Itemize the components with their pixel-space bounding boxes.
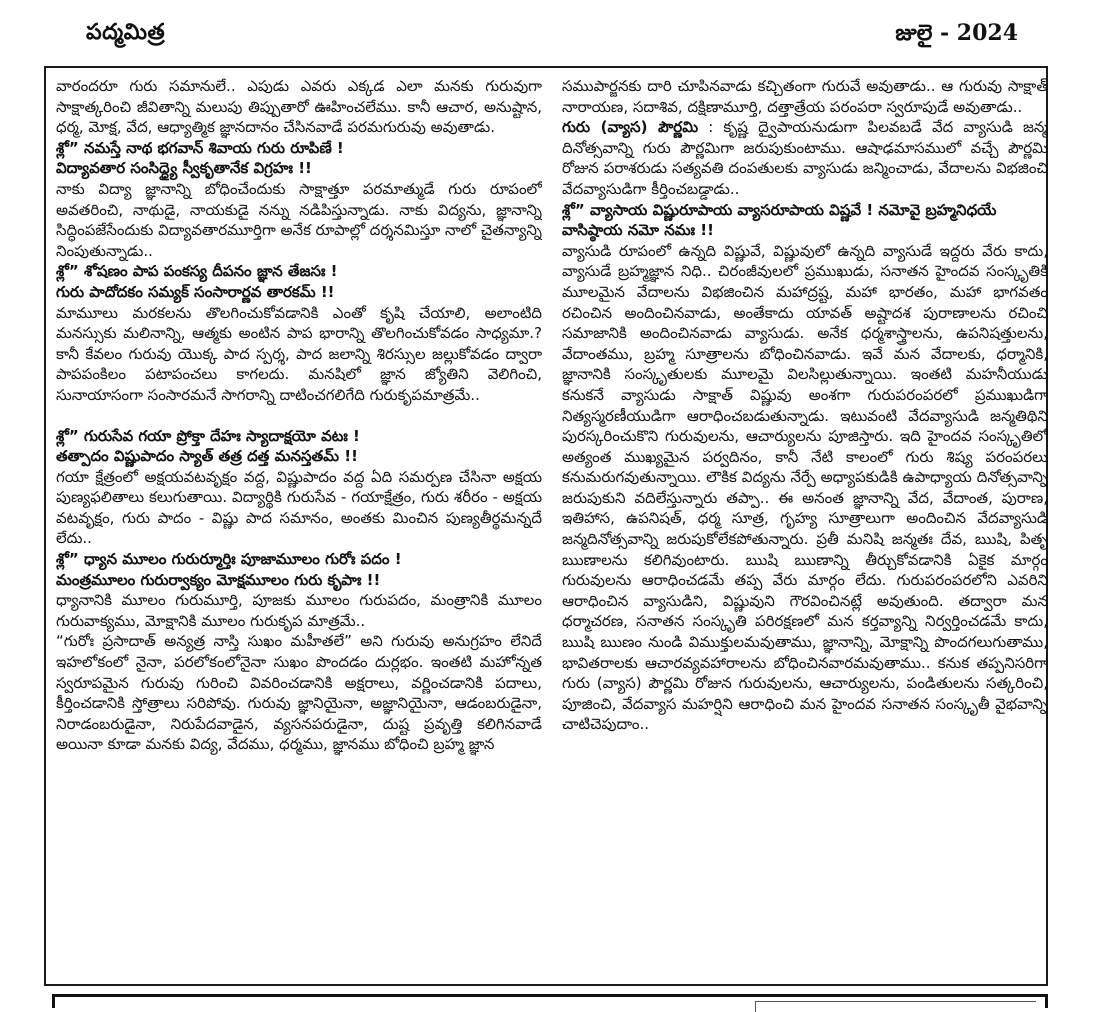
- paragraph: సముపార్జనకు దారి చూపినవాడు కచ్చితంగా గురువే అవుతాడు.. ఆ గురువు సాక్షాత్ నారాయణ, సదాశివ, దక్షిణామూర్తి, దత్తాత్రేయ పరంపరా స్వరూపుడే అవుతాడు..: [562, 77, 1048, 116]
- verse-line: శ్లో” గురుసేవ గయా ప్రోక్తా దేహః స్యాదాక్షయో వటః !: [56, 426, 360, 445]
- section-text: : కృష్ణ ద్వైపాయనుడుగా పిలవబడే వేద వ్యాసుడి జన్మ దినోత్సవాన్ని గురు పౌర్ణమిగా జరుపుకుంటాము. ఆషాఢమాసములో వచ్చే పౌర్ణమి రోజున పరాశరుడు సత్యవతి దంపతులకు వ్యాసుడు జన్మించాడు, వేదాలను విభజించి వేదవ్యాసుడిగా కీర్తించబడ్డాడు..: [562, 118, 1048, 198]
- next-section-box: [755, 1001, 1036, 1012]
- verse-line: శ్లో” నమస్తే నాథ భగవాన్ శివాయ గురు రూపిణే !: [56, 138, 344, 157]
- paragraph: ధ్యానానికి మూలం గురుమూర్తి, పూజకు మూలం గురుపదం, మంత్రానికి మూలం గురువాక్యము, మోక్షానికి మూలం గురుకృప మాత్రమే..: [56, 591, 542, 630]
- verse-line: మంత్రమూలం గురుర్వాక్యం మోక్షమూలం గురు కృపాః !!: [56, 570, 381, 589]
- page-header: [0, 0, 1100, 66]
- paragraph: గయా క్షేత్రంలో అక్షయవటవృక్షం వద్ద, విష్ణుపాదం వద్ద ఏది సమర్పణ చేసినా అక్షయ పుణ్యఫలితాలు కలుగుతాయి. విద్యార్థికి గురుసేవ - గయాక్షేత్రం, గురు శరీరం - అక్షయ వటవృక్షం, గురు పాదం - విష్ణు పాద సమానం, అంతకు మించిన పుణ్యతీర్థమన్నదే లేదు..: [56, 467, 542, 548]
- paragraph: వారందరూ గురు సమానులే.. ఎపుడు ఎవరు ఎక్కడ ఎలా మనకు గురువుగా సాక్షాత్కరించి జీవితాన్ని మలుపు తిప్పుతారో ఊహించలేము. కానీ ఆచార, అనుష్టాన, ధర్మ, మోక్ష, వేద, ఆధ్యాత్మిక జ్ఞానదానం చేసినవాడే పరమగురువు అవుతాడు.: [56, 77, 542, 137]
- verse-line: శ్లో” శోషణం పాప పంకస్య దీపనం జ్ఞాన తేజసః !: [56, 262, 338, 281]
- paragraph: “గురోః ప్రసాదాత్ అన్యత్ర నాస్తి సుఖం మహీతలే” అని గురువు అనుగ్రహం లేనిదే ఇహలోకంలో నైనా, పరలోకంలోనైనా సుఖం పొందడం దుర్లభం. ఇంతటి మహోన్నత స్వరూపమైన గురువు గురించి వివరించడానికి అక్షరాలు, వర్ణించడానికి పదాలు, కీర్తించడానికి స్తోత్రాలు సరిపోవు. గురువు జ్ఞానియైనా, అజ్ఞానియైనా, ఆడంబరుడైనా, నిరాడంబరుడైనా, నిరుపేదవాడైన, వ్యసనపరుడైనా, దుష్ట ప్రవృత్తి కలిగినవాడే అయినా కూడా మనకు విద్య, వేదము, ధర్మము, జ్ఞానము బోధించి బ్రహ్మ జ్ఞాన: [56, 632, 542, 754]
- issue-date: జులై - 2024: [895, 20, 1018, 46]
- publication-name: పద్మమిత్ర: [86, 20, 166, 45]
- section-paragraph: [562, 117, 1048, 199]
- verse-line: గురు పాదోదకం సమ్యక్ సంసారార్ణవ తారకమ్ !!: [56, 282, 335, 301]
- right-column: [562, 76, 1048, 984]
- paragraph: వ్యాసుడి రూపంలో ఉన్నది విష్ణువే, విష్ణువులో ఉన్నది వ్యాసుడే ఇద్దరు వేరు కాదు, వ్యాసుడే బ్రహ్మజ్ఞాన నిధి.. చిరంజీవులలో ప్రముఖుడు, సనాతన హైందవ సంస్కృతికి మూలమైన వేదాలను విభజించిన మహాద్రష్ట, మహా భారతం, మహా భాగవతం రచించిన అందించినవాడు, అంతేకాదు యావత్ అష్టాదశ పురాణాలను రచించి సమాజానికి అందించినవాడు వ్యాసుడు. అనేక ధర్మశాస్త్రాలను, ఉపనిషత్తులను, వేదాంతము, బ్రహ్మ సూత్రాలను బోధించినవాడు. ఇవే మన వేదాలకు, ధర్మానికి, జ్ఞానానికి సంస్కృతులకు మూలమై విలసిల్లుతున్నాయి. ఇంతటి మహనీయుడు కనుకనే వ్యాసుడు సాక్షాత్ విష్ణువు అంశగా గురుపరంపరలో ప్రముఖుడిగా నిత్యస్మరణీయుడిగా ఆరాధించబడుతున్నాడు. ఇటువంటి వేదవ్యాసుడి జన్మతిథిని పురస్కరించుకొని గురువులను, ఆచార్యులను పూజిస్తారు. ఇది హైందవ సంస్కృతిలో అత్యంత ముఖ్యమైన పర్వదినం, కానీ నేటి కాలంలో గురు శిష్య పరంపరలు కనుమరుగవుతున్నాయి. లౌకిక విద్యను నేర్పే అధ్యాపకుడికి ఉపాధ్యాయ దినోత్సవాన్ని జరుపుకుని వదిలేస్తున్నారు తప్పా.. ఈ అనంత జ్ఞానాన్ని వేద, వేదాంత, పురాణ, ఇతిహాస, ఉపనిషత్, ధర్మ సూత్ర, గృహ్య సూత్రాలుగా అందించిన వేదవ్యాసుడి జన్మదినోత్సవాన్ని జరుపుకోలేకపోతున్నారు. ప్రతీ మనిషి జన్మతః దేవ, ఋషి, పితృ ఋణాలను కలిగివుంటారు. ఋషి ఋణాన్ని తీర్చుకోవడానికి ఏకైక మార్గం గురువులను ఆరాధించడమే తప్ప వేరు మార్గం లేదు. గురుపరంపరలోని ఎవరిని ఆరాధించిన వ్యాసుడిని, విష్ణువుని గౌరవించినట్లే అవుతుంది. తద్వారా మన ధర్మాచరణ, సనాతన సంస్కృతి పరిరక్షణలో మన కర్తవ్యాన్ని నిర్వర్తించడమే కాదు, ఋషి ఋణం నుండి విముక్తులమవుతాము, జ్ఞానాన్ని, మోక్షాన్ని పొందగలుగుతాము, భావితరాలకు ఆచారవ్యవహారాలను బోధించినవారమవుతాము.. కనుక తప్పనిసరిగా గురు (వ్యాస) పౌర్ణమి రోజున గురువులను, ఆచార్యులను, పండితులను సత్కరించి, పూజించి, వేదవ్యాస మహర్షిని ఆరాధించి మన హైందవ సనాతన సంస్కృతీ వైభవాన్ని చాటిచెపుదాం..: [562, 241, 1048, 734]
- verse-line: తత్పాదం విష్ణుపాదం స్యాత్ తత్ర దత్త మనస్తతమ్ !!: [56, 447, 358, 466]
- next-section-border: [52, 994, 1048, 1008]
- paragraph: నాకు విద్యా జ్ఞానాన్ని బోధించేందుకు సాక్షాత్తూ పరమాత్ముడే గురు రూపంలో అవతరించి, నాథుడై, నాయకుడై నన్ను నడిపిస్తున్నాడు. నాకు విద్యను, జ్ఞానాన్ని సిద్ధింపజేసేందుకు విద్యావతారమూర్తిగా అనేక రూపాల్లో దర్శనమిస్తూ నాలో చైతన్యాన్ని నింపుతున్నాడు..: [56, 179, 542, 260]
- section-heading: గురు (వ్యాస) పౌర్ణమి: [562, 118, 699, 137]
- left-column: [56, 76, 542, 984]
- verse-line: విద్యావతార సంసిద్ధ్యై స్వీకృతానేక విగ్రహః !!: [56, 159, 312, 178]
- paragraph: మామూలు మరకలను తొలగించుకోవడానికి ఎంతో కృషి చేయాలి, అలాంటిది మనస్సుకు మలినాన్ని, ఆత్మకు అంటిన పాప భారాన్ని తొలగించుకోవడం సాధ్యమా.? కానీ కేవలం గురువు యొక్క పాద స్పర్శ, పాద జలాన్ని శిరస్సుల జల్లుకోవడం ద్వారా పాపపంకిలం పటాపంచలు కాగలదు. మనషిలో జ్ఞాన జ్యోతిని వెలిగించి, సునాయాసంగా సంసారమనే సాగరాన్ని దాటించగలిగేది గురుకృపమాత్రమే..: [56, 303, 542, 404]
- verse-line: శ్లో” ధ్యాన మూలం గురుర్మూర్తిః పూజామూలం గురోః పదం !: [56, 550, 402, 569]
- verse-line: శ్లో” వ్యాసాయ విష్ణురూపాయ వ్యాసరూపాయ విష్ణవే ! నమోవై బ్రహ్మనిధయే వాసిష్ఠాయ నమో నమః !!: [562, 200, 997, 240]
